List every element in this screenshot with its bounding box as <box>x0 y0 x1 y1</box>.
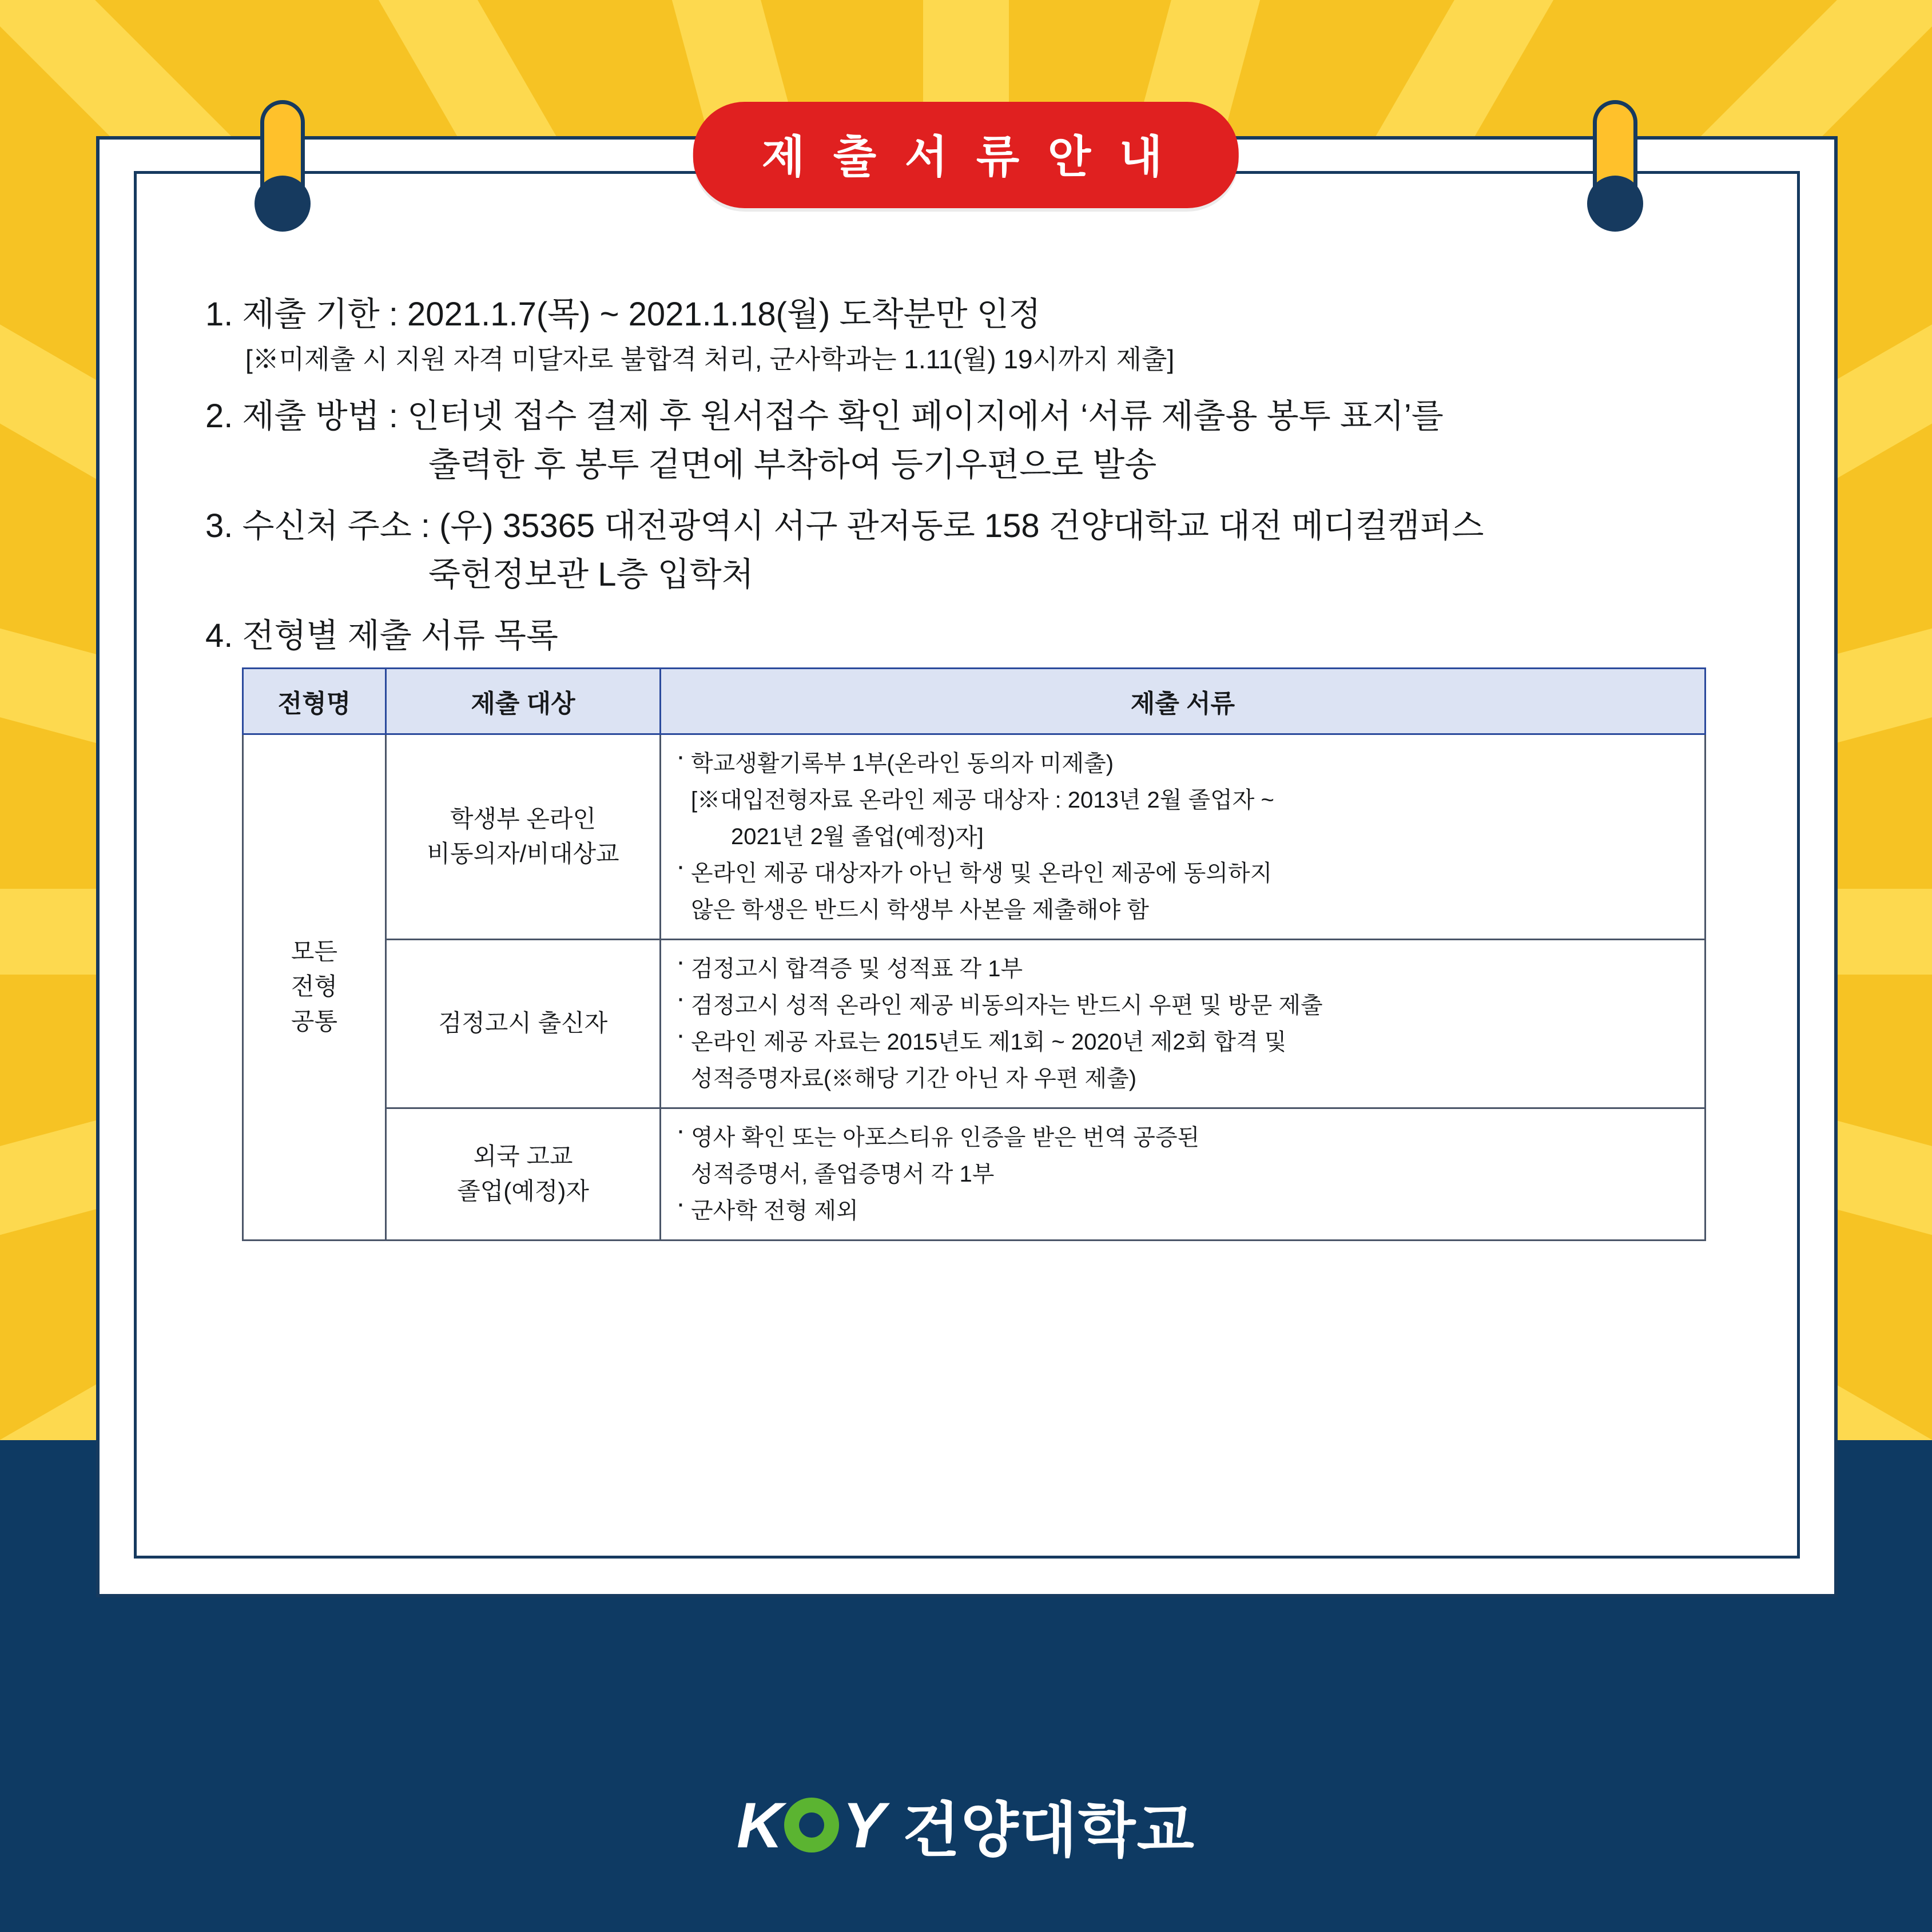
document-line: 성적증명서, 졸업증명서 각 1부 <box>691 1161 995 1187</box>
clip-left <box>260 100 305 232</box>
method-line-continued: 출력한 후 봉투 겉면에 부착하여 등기우편으로 발송 <box>428 446 1157 483</box>
document-line: 성적증명자료(※해당 기간 아닌 자 우편 제출) <box>691 1066 1137 1091</box>
cell-target-3 <box>386 1108 661 1240</box>
target-line: 학생부 온라인 <box>450 805 597 832</box>
clip-head-icon <box>1587 176 1643 232</box>
notice-item-deadline <box>205 294 1746 376</box>
target-line: 졸업(예정)자 <box>457 1177 589 1204</box>
table-header-admission-type: 전형명 <box>243 668 386 734</box>
university-name: 건양대학교 <box>902 1798 1195 1864</box>
group-label-line: 모든 <box>291 938 338 965</box>
method-line: 2. 제출 방법 : 인터넷 접수 결제 후 원서접수 확인 페이지에서 ‘서류 제출용 봉투 표지’를 <box>205 397 1444 435</box>
documents-table <box>242 667 1706 1241</box>
table-row <box>243 939 1706 1108</box>
document-list-2 <box>671 952 1694 1096</box>
document-line: · 검정고시 성적 온라인 제공 비동의자는 반드시 우편 및 방문 제출 <box>671 988 1694 1023</box>
document-line: · 군사학 전형 제외 <box>671 1194 1694 1228</box>
table-header-row <box>243 668 1706 734</box>
footer-logo <box>737 1782 1195 1868</box>
cell-group-label <box>243 734 386 1240</box>
document-line: · 온라인 제공 자료는 2015년도 제1회 ~ 2020년 제2회 합격 및 <box>671 1025 1694 1059</box>
clip-right <box>1593 100 1637 232</box>
page-title: 제 출 서 류 안 내 <box>693 102 1239 208</box>
document-line: [※대입전형자료 온라인 제공 대상자 : 2013년 2월 졸업자 ~ <box>691 787 1274 813</box>
notice-item-address <box>205 506 1746 596</box>
notice-board <box>96 136 1838 1597</box>
notice-item-method <box>205 396 1746 486</box>
cell-documents-3 <box>661 1108 1706 1240</box>
group-label-line: 공통 <box>291 1008 338 1035</box>
notice-item-documents-list <box>205 615 1746 1241</box>
address-line-continued: 죽헌정보관 L층 입학처 <box>428 555 754 593</box>
cell-documents-1 <box>661 734 1706 939</box>
table-row <box>243 1108 1706 1240</box>
document-line: · 온라인 제공 대상자가 아닌 학생 및 온라인 제공에 동의하지 <box>671 856 1694 891</box>
notice-board-inner-frame <box>134 171 1800 1559</box>
ky-logo-icon <box>737 1788 883 1862</box>
deadline-note: [※미제출 시 지원 자격 미달자로 불합격 처리, 군사학과는 1.11(월) 19시까지 제출] <box>245 344 1175 374</box>
document-line: · 학교생활기록부 1부(온라인 동의자 미제출) <box>671 746 1694 781</box>
document-list-3 <box>671 1120 1694 1228</box>
cell-target-1 <box>386 734 661 939</box>
target-line: 검정고시 출신자 <box>438 1009 608 1037</box>
table-header-documents: 제출 서류 <box>661 668 1706 734</box>
logo-letter-k: K <box>737 1789 781 1861</box>
document-line: · 검정고시 합격증 및 성적표 각 1부 <box>671 952 1694 986</box>
document-list-1 <box>671 746 1694 927</box>
clip-head-icon <box>255 176 311 232</box>
address-line: 3. 수신처 주소 : (우) 35365 대전광역시 서구 관저동로 158 건양대학교 대전 메디컬캠퍼스 <box>205 507 1484 545</box>
target-line: 비동의자/비대상교 <box>427 840 619 867</box>
table-header-target: 제출 대상 <box>386 668 661 734</box>
document-line: 않은 학생은 반드시 학생부 사본을 제출해야 함 <box>691 897 1149 923</box>
group-label-line: 전형 <box>291 973 338 1000</box>
target-line: 외국 고교 <box>473 1142 573 1170</box>
table-row <box>243 734 1706 939</box>
document-line: · 영사 확인 또는 아포스티유 인증을 받은 번역 공증된 <box>671 1120 1694 1155</box>
deadline-line: 1. 제출 기한 : 2021.1.7(목) ~ 2021.1.18(월) 도착분만 인정 <box>205 296 1041 333</box>
logo-letter-y: Y <box>842 1789 883 1861</box>
documents-list-heading: 4. 전형별 제출 서류 목록 <box>205 617 559 655</box>
cell-documents-2 <box>661 939 1706 1108</box>
document-line: 2021년 2월 졸업(예정)자] <box>731 824 984 849</box>
cell-target-2 <box>386 939 661 1108</box>
logo-circle-icon <box>784 1798 839 1853</box>
notice-content <box>205 294 1746 1261</box>
